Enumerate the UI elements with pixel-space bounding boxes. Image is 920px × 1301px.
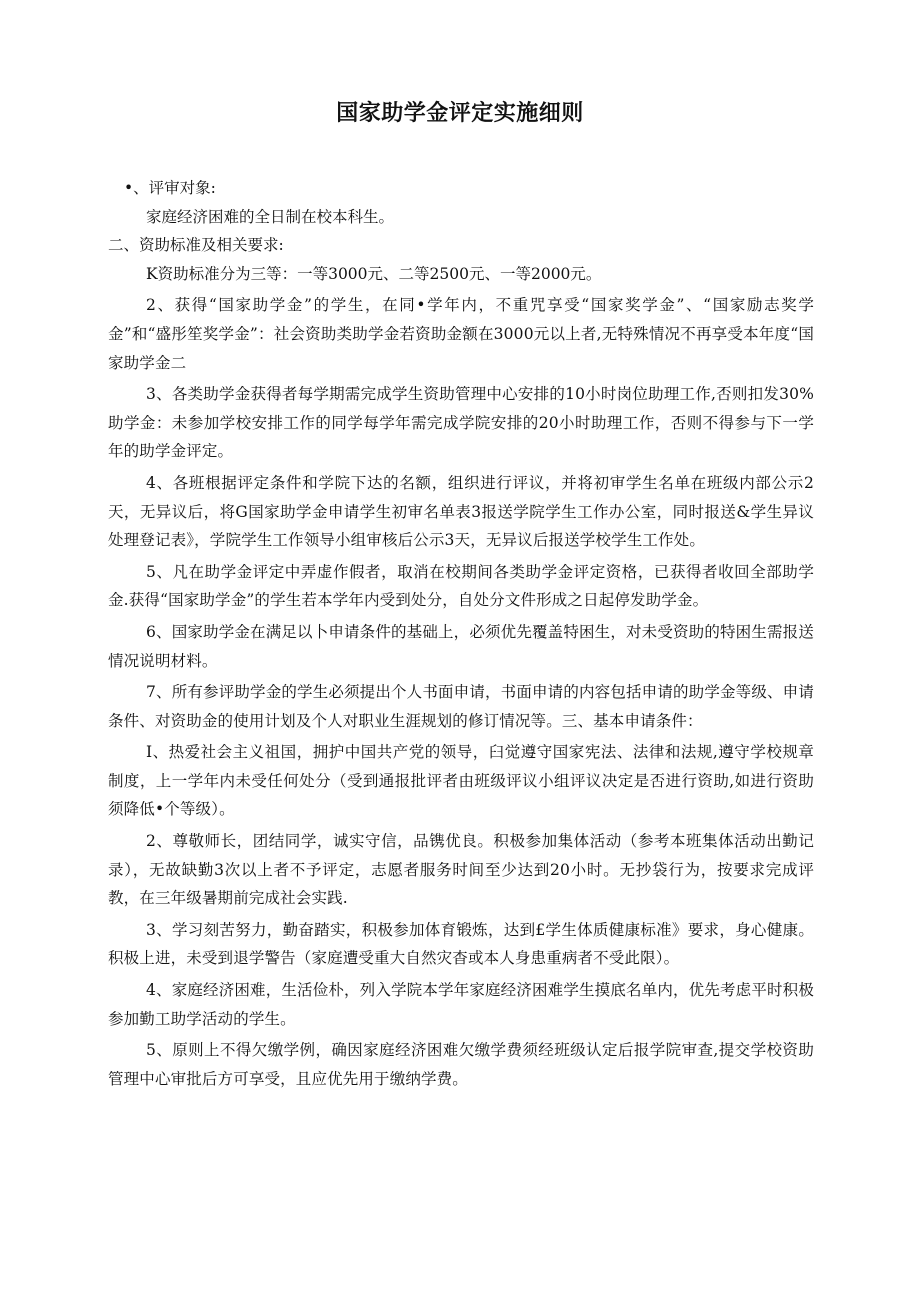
section-2-item-2: 2、获得“国家助学金”的学生，在同•学年内，不重咒享受“国家奖学金”、“国家励志奖学金”和“盛彤笙奖学金”：社会资助类助学金若资助金额在3000元以上者,无特殊情况不再享受本年度“国家助学金二 [108,296,814,372]
document-body [108,174,814,1093]
section-1-heading: •、评审对象: [124,179,216,197]
section-3-item-4: 4、家庭经济困难，生活俭朴，列入学院本学年家庭经济困难学生摸底名单内，优先考虑平时积极参加勤工助学活动的学生。 [108,981,814,1028]
section-3-item-5: 5、原则上不得欠缴学例，确因家庭经济困难欠缴学费须经班级认定后报学院审查,提交学校资助管理中心审批后方可享受，且应优先用于缴纳学费。 [108,1041,814,1088]
section-1-body: 家庭经济困难的全日制在校本科生。 [146,207,395,226]
section-2-item-5: 5、凡在助学金评定中弄虚作假者，取消在校期间各类助学金评定资格，已获得者收回全部助学金.获得“国家助学金”的学生若本学年内受到处分，自处分文件形成之日起停发助学金。 [108,562,814,610]
section-3-item-2: 2、尊敬师长，团结同学，诚实守信，品镌优良。积极参加集体活动（参考本班集体活动出勤记录），无故缺勤3次以上者不予评定，志愿者服务时间至少达到20小时。无抄袋行为，按要求完成评教，在三年级暑期前完成社会实践. [108,832,814,908]
section-2-item-4: 4、各班根据评定条件和学院下达的名额，组织进行评议，并将初审学生名单在班级内部公示2天，无异议后，将G国家助学金申请学生初审名单表3报送学院学生工作办公室，同时报送&学生异议处理登记表》，学院学生工作领导小组审核后公示3天，无异议后报送学校学生工作处。 [108,473,814,550]
section-3-item-3: 3、学习刻苦努力，勤奋踏实，积极参加体育锻炼，达到£学生体质健康标准》要求，身心健康。积极上进，未受到退学警告（家庭遭受重大自然灾杳或本人身患重病者不受此限）。 [108,920,814,968]
section-2-heading: 二、资助标准及相关要求: [108,236,284,255]
section-2-item-1: K资助标准分为三等：一等3000元、二等2500元、一等2000元。 [146,264,602,283]
section-3-item-1: I、热爱社会主义祖国，拥护中国共产党的领导，臼觉遵守国家宪法、法律和法规,遵守学校规章制度，上一学年内未受任何处分（受到通报批评者由班级评议小组评议决定是否进行资助,如进行资助须降低•个等级）。 [108,743,814,819]
section-2-item-6: 6、国家助学金在满足以卜申请条件的基础上，必须优先覆盖特困生，对未受资助的特困生需报送情况说明材料。 [108,622,814,670]
document-title: 国家助学金评定实施细则 [336,101,584,126]
section-2-item-3: 3、各类助学金获得者每学期需完成学生资助管理中心安排的10小时岗位助理工作,否则扣发30%助学金：未参加学校安排工作的同学每学年需完成学院安排的20小时助理工作，否则不得参与下一学年的助学金评定。 [108,385,814,461]
section-2-item-7: 7、所有参评助学金的学生必须提出个人书面申请，书面申请的内容包括申请的助学金等级、申请条件、对资助金的使用计划及个人对职业生涯规划的修订情况等。三、基本申请条件： [108,683,814,730]
